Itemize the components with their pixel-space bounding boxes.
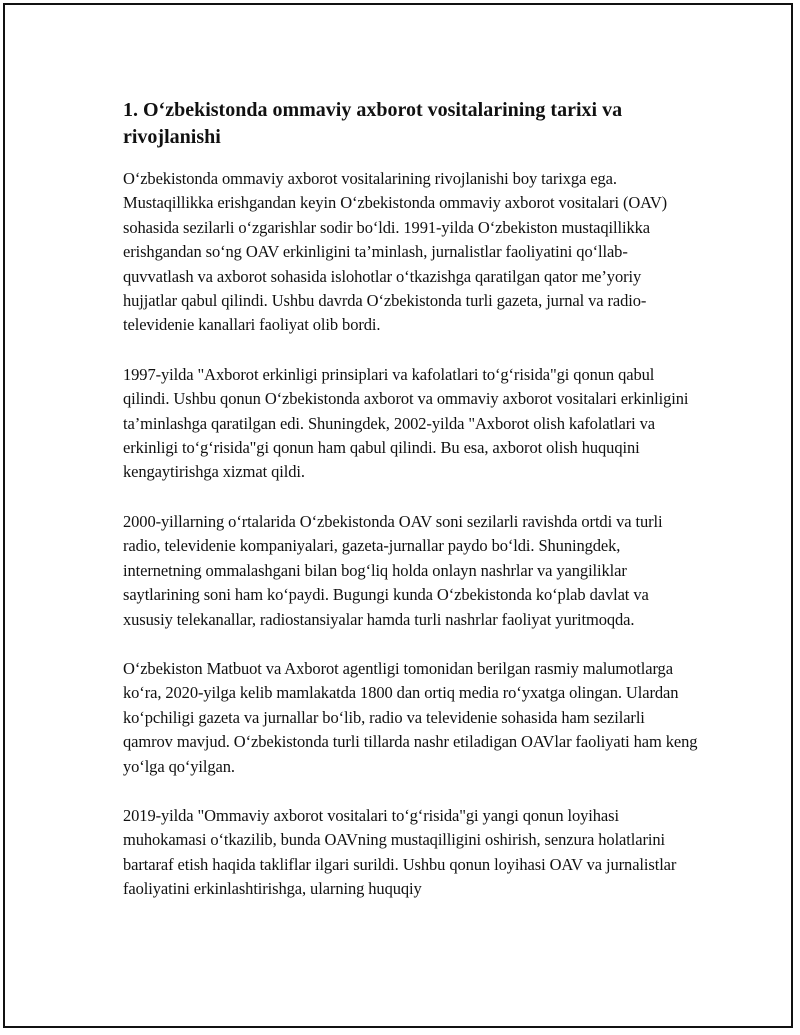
paragraph-5: 2019-yilda "Ommaviy axborot vositalari to‘g‘risida"gi yangi qonun loyihasi muhokamasi o‘tkazilib, bunda OAVning mustaqilligini oshirish, senzura holatlarini bartaraf etish haqida takliflar ilgari surildi. Ushbu qonun loyihasi OAV va jurnalistlar faoliyatini erkinlashtirishga, ularning huquqiy bbox=[123, 805, 677, 899]
paragraph-4: O‘zbekiston Matbuot va Axborot agentligi tomonidan berilgan rasmiy malumotlarga ko‘ra, 2020-yilga kelib mamlakatda 1800 dan ortiq media ro‘yxatga olingan. Ulardan ko‘pchiligi gazeta va jurnallar bo‘lib, radio va televidenie sohasida ham sezilarli qamrov mavjud. O‘zbekistonda turli tillarda nashr etiladigan OAVlar faoliyati ham keng yo‘lga qo‘yilgan. bbox=[123, 658, 698, 776]
document-page bbox=[3, 3, 793, 1028]
section-heading: 1. O‘zbekistonda ommaviy axborot vositalarining tarixi va rivojlanishi bbox=[123, 99, 623, 148]
paragraph-1: O‘zbekistonda ommaviy axborot vositalarining rivojlanishi boy tarixga ega. Mustaqillikka erishgandan keyin O‘zbekistonda ommaviy axborot vositalari (OAV) sohasida sezilarli o‘zgarishlar sodir bo‘ldi. 1991-yilda O‘zbekiston mustaqillikka erishgandan so‘ng OAV erkinligini ta’minlash, jurnalistlar faoliyatini qo‘llab-quvvatlash va axborot sohasida islohotlar o‘tkazishga qaratilgan qator me’yoriy hujjatlar qabul qilindi. Ushbu davrda O‘zbekistonda turli gazeta, jurnal va radio-televidenie kanallari faoliyat olib bordi. bbox=[123, 169, 668, 335]
paragraph-3: 2000-yillarning o‘rtalarida O‘zbekistonda OAV soni sezilarli ravishda ortdi va turli radio, televidenie kompaniyalari, gazeta-jurnallar paydo bo‘ldi. Shuningdek, internetning ommalashgani bilan bog‘liq holda onlayn nashrlar va yangiliklar saytlarining soni ham ko‘paydi. Bugungi kunda O‘zbekistonda ko‘plab davlat va xususiy telekanallar, radiostansiyalar hamda turli nashrlar faoliyat yuritmoqda. bbox=[123, 511, 663, 629]
document-content bbox=[123, 97, 698, 902]
paragraph-2: 1997-yilda "Axborot erkinligi prinsiplari va kafolatlari to‘g‘risida"gi qonun qabul qilindi. Ushbu qonun O‘zbekistonda axborot va ommaviy axborot vositalari erkinligini ta’minlashga qaratilgan edi. Shuningdek, 2002-yilda "Axborot olish kafolatlari va erkinligi to‘g‘risida"gi qonun ham qabul qilindi. Bu esa, axborot olish huquqini kengaytirishga xizmat qildi. bbox=[123, 364, 689, 482]
